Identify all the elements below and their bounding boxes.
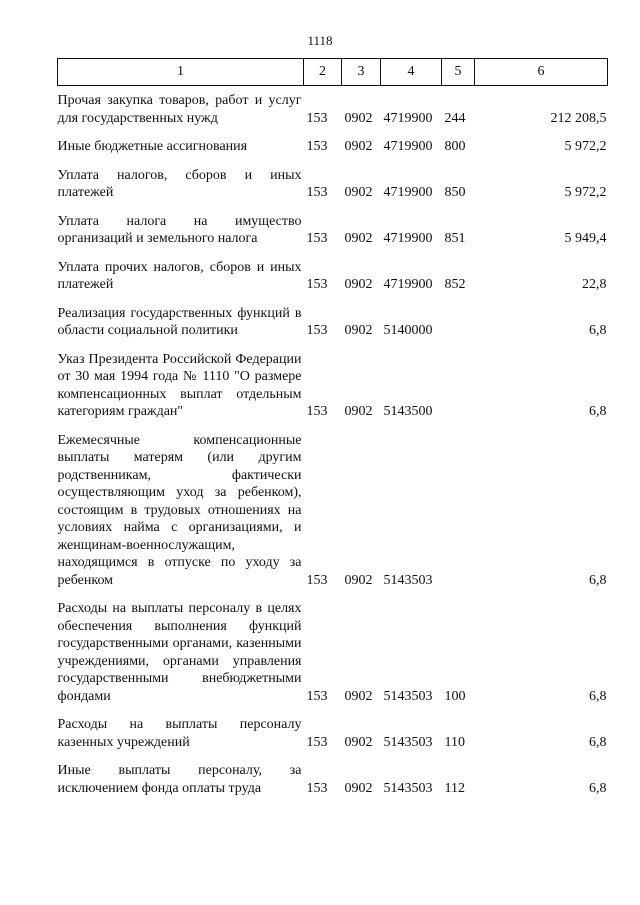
row-code-3: 0902 bbox=[344, 231, 373, 246]
row-code-5: 851 bbox=[444, 231, 466, 246]
row-amount: 6,8 bbox=[589, 780, 607, 796]
row-code-4: 4719900 bbox=[383, 277, 433, 292]
row-code-3: 0902 bbox=[344, 323, 373, 338]
row-code-5: 800 bbox=[444, 139, 466, 154]
row-name: Реализация государственных функций в области социальной политики bbox=[57, 305, 302, 338]
row-name: Указ Президента Российской Федерации от 30 мая 1994 года № 1110 "О размере компенсационных выплат отдельным категориям граждан" bbox=[57, 351, 302, 419]
row-code-4: 4719900 bbox=[383, 139, 433, 154]
page-number: 1118 bbox=[307, 33, 333, 48]
row-amount: 5 972,2 bbox=[564, 139, 607, 154]
table-row bbox=[58, 202, 608, 248]
row-code-5 bbox=[442, 294, 475, 340]
row-amount: 5 972,2 bbox=[564, 185, 607, 200]
row-code-2: 153 bbox=[306, 734, 328, 750]
table-body bbox=[58, 86, 608, 798]
row-code-4: 4719900 bbox=[383, 110, 433, 126]
row-code-4: 5143500 bbox=[383, 404, 433, 419]
row-code-3: 0902 bbox=[344, 734, 373, 750]
row-amount: 5 949,4 bbox=[564, 231, 607, 246]
row-code-2: 153 bbox=[306, 780, 328, 796]
row-code-2: 153 bbox=[306, 323, 328, 338]
row-name: Иные бюджетные ассигнования bbox=[57, 139, 248, 154]
row-name: Уплата налогов, сборов и иных платежей bbox=[57, 167, 302, 200]
table-row bbox=[58, 86, 608, 128]
row-code-2: 153 bbox=[306, 277, 328, 292]
row-code-3: 0902 bbox=[344, 780, 373, 796]
table-row bbox=[58, 421, 608, 590]
row-code-4: 5143503 bbox=[383, 688, 433, 704]
row-code-3: 0902 bbox=[344, 572, 373, 588]
row-amount: 6,8 bbox=[589, 734, 607, 750]
table-row bbox=[58, 156, 608, 202]
row-code-3: 0902 bbox=[344, 185, 373, 200]
row-amount: 212 208,5 bbox=[550, 110, 607, 126]
table-row bbox=[58, 340, 608, 421]
row-code-3: 0902 bbox=[344, 404, 373, 419]
header-row bbox=[58, 59, 608, 86]
row-code-2: 153 bbox=[306, 110, 328, 126]
table-header bbox=[58, 59, 608, 86]
row-amount: 6,8 bbox=[589, 323, 607, 338]
row-amount: 6,8 bbox=[589, 572, 607, 588]
row-code-5: 100 bbox=[444, 688, 466, 704]
row-code-5 bbox=[442, 421, 475, 590]
row-name: Ежемесячные компенсационные выплаты матерям (или другим родственникам, фактически осуществляющим уход за ребенком), состоящим в трудовых отношениях на условиях найма с организациями, и женщинам-военнослужащим, находящимся в отпуске по уходу за ребенком bbox=[57, 432, 302, 588]
table-row bbox=[58, 127, 608, 156]
row-code-2: 153 bbox=[306, 139, 328, 154]
row-name: Уплата прочих налогов, сборов и иных платежей bbox=[57, 259, 302, 292]
row-code-3: 0902 bbox=[344, 688, 373, 704]
row-code-2: 153 bbox=[306, 231, 328, 246]
row-name: Расходы на выплаты персоналу в целях обеспечения выполнения функций государственными органами, казенными учреждениями, органами управления государственными внебюджетными фондами bbox=[57, 601, 302, 704]
header-col-5: 5 bbox=[442, 59, 475, 86]
budget-table bbox=[57, 58, 608, 797]
table-row bbox=[58, 248, 608, 294]
row-code-4: 5143503 bbox=[383, 780, 433, 796]
row-code-5: 112 bbox=[444, 780, 465, 796]
row-code-2: 153 bbox=[306, 185, 328, 200]
row-code-4: 4719900 bbox=[383, 185, 433, 200]
row-code-5: 244 bbox=[444, 110, 466, 126]
row-code-4: 5143503 bbox=[383, 734, 433, 750]
header-col-1: 1 bbox=[58, 59, 304, 86]
row-code-2: 153 bbox=[306, 572, 328, 588]
header-col-3: 3 bbox=[342, 59, 381, 86]
header-col-4: 4 bbox=[381, 59, 442, 86]
row-amount: 22,8 bbox=[582, 277, 607, 292]
header-col-2: 2 bbox=[304, 59, 342, 86]
row-code-5: 110 bbox=[444, 734, 465, 750]
table-row bbox=[58, 751, 608, 797]
row-code-3: 0902 bbox=[344, 277, 373, 292]
row-code-5: 852 bbox=[444, 277, 466, 292]
row-name: Иные выплаты персоналу, за исключением фонда оплаты труда bbox=[57, 763, 302, 796]
header-col-6: 6 bbox=[475, 59, 608, 86]
row-code-5: 850 bbox=[444, 185, 466, 200]
row-code-4: 5143503 bbox=[383, 572, 433, 588]
row-name: Расходы на выплаты персоналу казенных учреждений bbox=[57, 717, 302, 750]
row-name: Прочая закупка товаров, работ и услуг для государственных нужд bbox=[57, 93, 302, 126]
row-code-3: 0902 bbox=[344, 110, 373, 126]
row-amount: 6,8 bbox=[589, 404, 607, 419]
table-row bbox=[58, 589, 608, 705]
table-row bbox=[58, 705, 608, 751]
row-code-5 bbox=[442, 340, 475, 421]
row-name: Уплата налога на имущество организаций и земельного налога bbox=[57, 213, 302, 246]
row-code-4: 5140000 bbox=[383, 323, 433, 338]
row-code-3: 0902 bbox=[344, 139, 373, 154]
table-row bbox=[58, 294, 608, 340]
row-amount: 6,8 bbox=[589, 688, 607, 704]
row-code-2: 153 bbox=[306, 688, 328, 704]
row-code-2: 153 bbox=[306, 404, 328, 419]
row-code-4: 4719900 bbox=[383, 231, 433, 246]
